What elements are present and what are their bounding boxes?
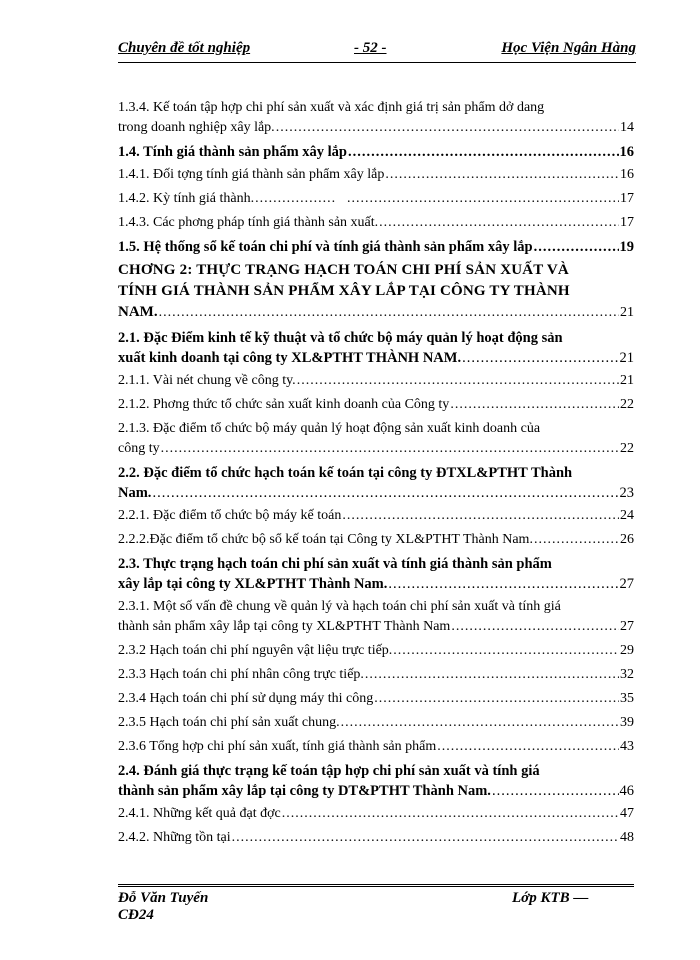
toc-entry-2-3-4	[118, 689, 634, 709]
toc-page-number: 39	[620, 715, 634, 730]
toc-entry-text: 2.2.2.Đặc điểm tổ chức bộ sổ kế toán tại Công ty XL&PTHT Thành Nam.	[118, 532, 533, 547]
toc-entry-chapter-2	[118, 260, 634, 302]
toc-entry-text: trong doanh nghiệp xây lắp.	[118, 120, 275, 135]
toc-entry-text: thành sản phẩm xây lắp tại công ty XL&PTHT Thành Nam	[118, 619, 451, 634]
toc-page-number: 21	[620, 305, 634, 320]
toc-entry-text: TÍNH GIÁ THÀNH SẢN PHẨM XÂY LẮP TẠI CÔNG TY THÀNH	[118, 283, 570, 299]
toc-page-number: 47	[620, 806, 634, 821]
toc-entry-2-2-1	[118, 506, 634, 526]
author-cohort: CĐ24	[118, 907, 154, 923]
toc-entry-text: 2.3.6 Tổng hợp chi phí sản xuất, tính giá thành sản phẩm	[118, 739, 437, 754]
toc-entry-text: 2.1. Đặc Điểm kinh tế kỹ thuật và tổ chức bộ máy quản lý hoạt động sản	[118, 330, 563, 346]
footer-class: Lớp KTB —	[512, 890, 589, 906]
toc-page-number: 21	[619, 350, 634, 366]
toc-entry-text: 2.3.4 Hạch toán chi phí sử dụng máy thi công	[118, 691, 374, 706]
toc-entry-2-1-2	[118, 395, 634, 415]
toc-page-number: 27	[620, 619, 634, 634]
header-rule	[118, 62, 636, 63]
toc-entry-text: 1.5. Hệ thống sổ kế toán chi phí và tính giá thành sản phẩm xây lắp	[118, 239, 533, 255]
toc-entry-2-1-3	[118, 419, 634, 459]
toc-page-number: 26	[620, 532, 634, 547]
toc-entry-2-3	[118, 554, 634, 594]
leader-dots	[282, 804, 619, 824]
footer-author	[118, 890, 208, 924]
toc-entry-text: xuất kinh doanh tại công ty XL&PTHT THÀNH NAM.	[118, 350, 462, 366]
toc-entry-text: 2.3.5 Hạch toán chi phí sản xuất chung.	[118, 715, 340, 730]
toc-entry-2-2-2	[118, 530, 634, 550]
footer-rule	[118, 884, 634, 887]
leader-dots	[451, 617, 619, 637]
toc-entry-2-4-1	[118, 804, 634, 824]
leader-dots	[437, 737, 619, 757]
toc-page-number: 21	[620, 373, 634, 388]
leader-dots	[462, 348, 618, 368]
toc-entry-2-3-2	[118, 641, 634, 661]
toc-page-number: 14	[620, 120, 634, 135]
toc-entry-2-1-1	[118, 371, 634, 391]
toc-entry-text: 1.3.4. Kế toán tập hợp chi phí sản xuất và xác định giá trị sản phẩm dở dang	[118, 100, 545, 115]
table-of-contents	[118, 98, 634, 852]
toc-entry-text: 2.1.3. Đặc điểm tổ chức bộ máy quản lý hoạt động sản xuất kinh doanh của	[118, 421, 541, 436]
leader-dots	[232, 828, 619, 848]
leader-dots	[297, 371, 619, 391]
toc-entry-text: 2.1.1. Vài nét chung về công ty.	[118, 373, 296, 388]
toc-page-number: 24	[620, 508, 634, 523]
leader-dots	[348, 142, 619, 162]
toc-entry-text: 2.2.1. Đặc điểm tổ chức bộ máy kế toán	[118, 508, 342, 523]
leader-dots	[347, 189, 619, 209]
leader-dots	[534, 237, 619, 257]
toc-page-number: 22	[620, 441, 634, 456]
toc-page-number: 29	[620, 643, 634, 658]
leader-dots	[374, 689, 619, 709]
toc-entry-text: 2.3. Thực trạng hạch toán chi phí sản xuất và tính giá thành sản phẩm	[118, 556, 552, 572]
leader-dots	[159, 303, 619, 323]
leader-dots	[379, 213, 619, 233]
toc-entry-1-4-1	[118, 165, 634, 185]
leader-dots	[152, 483, 618, 503]
toc-entry-2-1	[118, 328, 634, 368]
toc-page-number: 48	[620, 830, 634, 845]
leader-dots	[385, 165, 619, 185]
leader-dots	[388, 574, 618, 594]
leader-dots	[365, 665, 619, 685]
leader-dots	[492, 781, 619, 801]
toc-page-number: 35	[620, 691, 634, 706]
toc-entry-text: 1.4.2. Kỳ tính giá thành.	[118, 191, 255, 206]
toc-entry-2-3-6	[118, 737, 634, 757]
toc-entry-text: 2.3.1. Một số vấn đề chung về quản lý và hạch toán chi phí sản xuất và tính giá	[118, 599, 561, 614]
toc-page-number: 19	[619, 239, 634, 255]
toc-entry-text: NAM.	[118, 304, 158, 320]
toc-entry-2-4	[118, 761, 634, 801]
leader-dots	[161, 439, 619, 459]
toc-entry-text: 1.4.1. Đối tợng tính giá thành sản phẩm xây lắp	[118, 167, 385, 182]
toc-entry-text: 2.2. Đặc điểm tổ chức hạch toán kế toán tại công ty ĐTXL&PTHT Thành	[118, 465, 573, 481]
toc-entry-text: CHƠNG 2: THỰC TRẠNG HẠCH TOÁN CHI PHÍ SẢN XUẤT VÀ	[118, 262, 569, 278]
toc-page-number: 43	[620, 739, 634, 754]
toc-page-number: 17	[620, 191, 634, 206]
header-institution: Học Viện Ngân Hàng	[501, 40, 636, 56]
leader-dots	[276, 118, 619, 138]
toc-entry-text: 1.4.3. Các phơng pháp tính giá thành sản xuất.	[118, 215, 379, 230]
toc-entry-1-3-4	[118, 98, 634, 138]
toc-page-number: 23	[619, 485, 634, 501]
toc-page-number: 22	[620, 397, 634, 412]
toc-entry-text: 2.4. Đánh giá thực trạng kế toán tập hợp chi phí sản xuất và tính giá	[118, 763, 540, 779]
toc-entry-1-5	[118, 237, 634, 257]
toc-entry-text: công ty	[118, 441, 160, 456]
toc-page-number: 27	[619, 576, 634, 592]
toc-entry-2-2	[118, 463, 634, 503]
toc-entry-2-3-5	[118, 713, 634, 733]
toc-page-number: 17	[620, 215, 634, 230]
toc-entry-text: 1.4. Tính giá thành sản phẩm xây lắp	[118, 144, 347, 160]
toc-entry-text: 2.3.3 Hạch toán chi phí nhân công trực tiếp.	[118, 667, 364, 682]
toc-entry-text: 2.1.2. Phơng thức tổ chức sản xuất kinh doanh của Công ty	[118, 397, 450, 412]
toc-entry-1-4-2	[118, 189, 634, 209]
leader-dots	[534, 530, 619, 550]
toc-entry-text: thành sản phẩm xây lắp tại công ty DT&PTHT Thành Nam.	[118, 783, 491, 799]
toc-entry-chapter-2-end	[118, 302, 634, 323]
toc-entry-2-3-3	[118, 665, 634, 685]
leader-dots	[393, 641, 619, 661]
toc-entry-text: xây lắp tại công ty XL&PTHT Thành Nam.	[118, 576, 388, 592]
toc-entry-text: 2.3.2 Hạch toán chi phí nguyên vật liệu trực tiếp.	[118, 643, 393, 658]
toc-entry-2-4-2	[118, 828, 634, 848]
leader-dots	[342, 506, 619, 526]
toc-entry-1-4	[118, 142, 634, 162]
toc-page-number: 32	[620, 667, 634, 682]
toc-entry-text: Nam.	[118, 485, 152, 501]
toc-entry-text: 2.4.2. Những tồn tại	[118, 830, 231, 845]
leader-dots	[450, 395, 619, 415]
leader-dots	[255, 189, 335, 209]
toc-entry-1-4-3	[118, 213, 634, 233]
toc-page-number: 46	[619, 783, 634, 799]
toc-page-number: 16	[619, 144, 634, 160]
author-name: Đỗ Văn Tuyến	[118, 890, 209, 906]
page-header	[118, 40, 636, 62]
toc-entry-2-3-1	[118, 597, 634, 637]
toc-page-number: 16	[620, 167, 634, 182]
header-title: Chuyên đề tốt nghiệp	[118, 40, 251, 56]
toc-entry-text: 2.4.1. Những kết quả đạt đợc	[118, 806, 281, 821]
leader-dots	[341, 713, 619, 733]
page-number: - 52 -	[354, 40, 387, 56]
